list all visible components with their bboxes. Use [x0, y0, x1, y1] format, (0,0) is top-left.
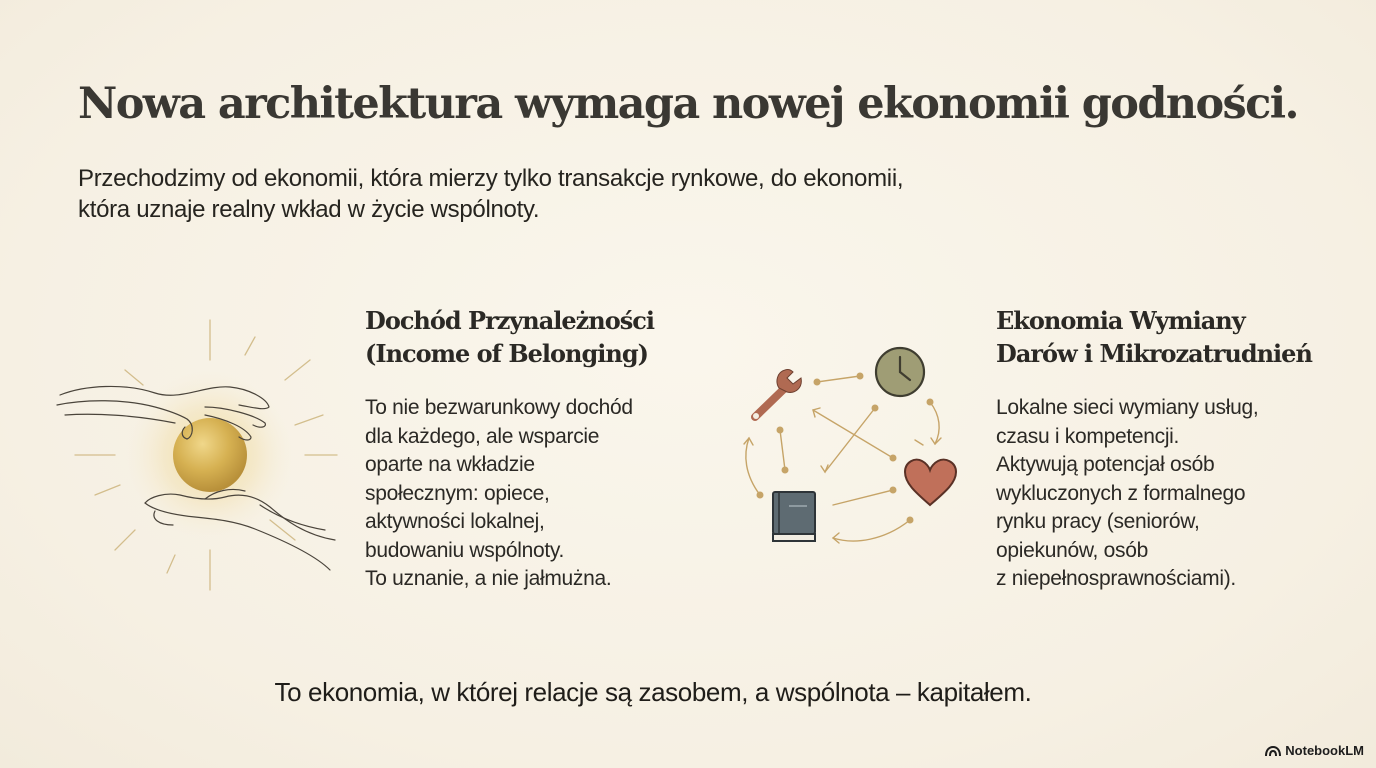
- conclusion: [0, 674, 1376, 710]
- page-title: Nowa architektura wymaga nowej ekonomii godności.: [78, 79, 1298, 129]
- body-line: Lokalne sieci wymiany usług,: [996, 396, 1259, 419]
- gift-economy-title: [996, 304, 1312, 370]
- income-of-belonging-title: [365, 304, 654, 370]
- heart-icon: [905, 460, 956, 505]
- clock-icon: [876, 348, 924, 396]
- body-line: opiekunów, osób: [996, 538, 1148, 562]
- hands-holding-orb-icon: [55, 315, 345, 595]
- body-line: Aktywują potencjał osób: [996, 453, 1215, 476]
- wrench-icon: [753, 370, 801, 419]
- body-line: z niepełnosprawnościami).: [996, 567, 1236, 590]
- body-line: społecznym: opiece,: [365, 481, 550, 505]
- subtitle-line: Przechodzimy od ekonomii, która mierzy tylko transakcje rynkowe, do ekonomii,: [78, 165, 904, 192]
- body-line: czasu i kompetencji.: [996, 424, 1180, 448]
- body-line: rynku pracy (seniorów,: [996, 510, 1200, 533]
- notebooklm-logo-icon: [1265, 745, 1281, 757]
- book-icon: [773, 492, 815, 541]
- title-line: Dochód Przynależności: [365, 306, 655, 335]
- title-line: Ekonomia Wymiany: [996, 306, 1245, 335]
- brand-label: NotebookLM: [1285, 743, 1364, 758]
- title-line: Darów i Mikrozatrudnień: [996, 339, 1312, 368]
- body-line: wykluczonych z formalnego: [996, 481, 1246, 505]
- subtitle: [78, 163, 998, 225]
- body-line: aktywności lokalnej,: [365, 510, 545, 533]
- body-line: To uznanie, a nie jałmużna.: [365, 567, 612, 590]
- income-of-belonging-body: [365, 394, 633, 594]
- body-line: To nie bezwarunkowy dochód: [365, 396, 633, 419]
- body-line: oparte na wkładzie: [365, 453, 535, 476]
- subtitle-line: która uznaje realny wkład w życie wspólnoty.: [78, 196, 540, 223]
- exchange-network-icon: [735, 340, 965, 550]
- gift-economy-body: [996, 394, 1258, 594]
- body-line: budowaniu wspólnoty.: [365, 538, 565, 562]
- notebooklm-brand: [1265, 743, 1364, 758]
- title-line: (Income of Belonging): [365, 339, 648, 368]
- conclusion-text: To ekonomia, w której relacje są zasobem, a wspólnota – kapitałem.: [274, 677, 1032, 707]
- body-line: dla każdego, ale wsparcie: [365, 424, 600, 448]
